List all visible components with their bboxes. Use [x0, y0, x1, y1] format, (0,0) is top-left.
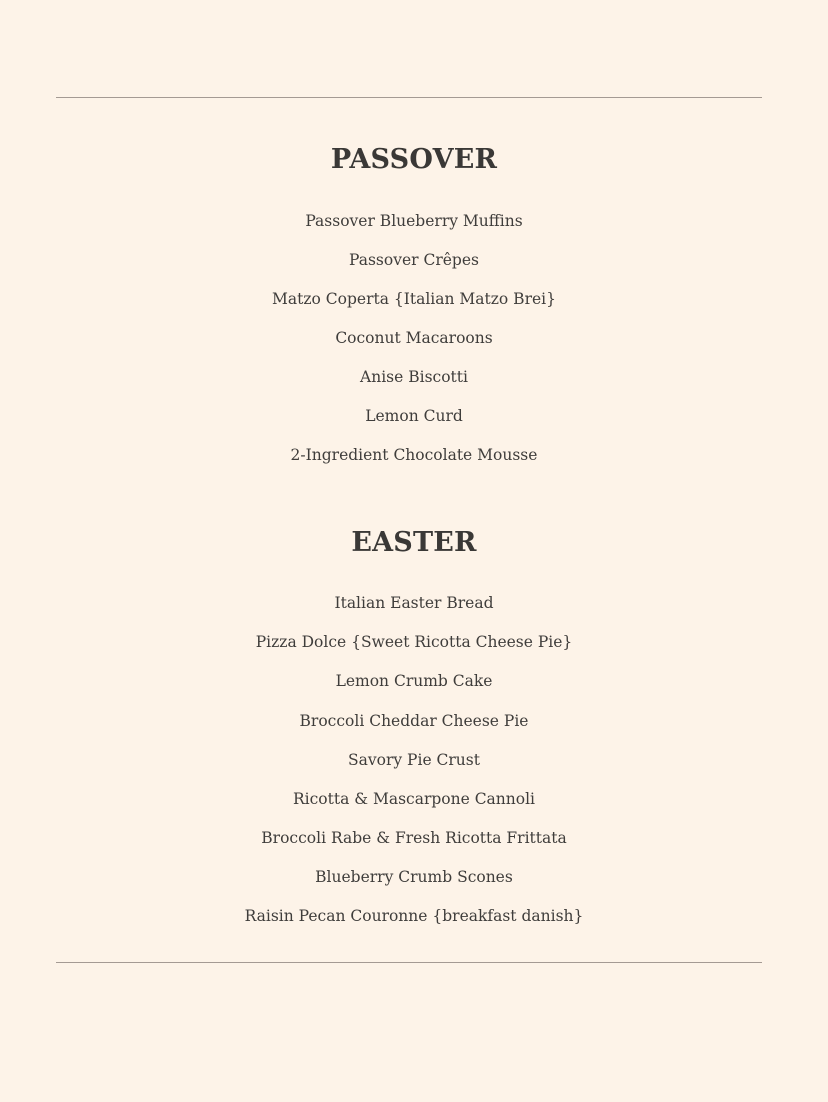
- recipe-link[interactable]: Passover Blueberry Muffins: [305, 212, 523, 230]
- section-title-easter: EASTER: [351, 527, 477, 558]
- recipe-link[interactable]: Passover Crêpes: [349, 251, 479, 269]
- top-divider: [56, 97, 762, 98]
- recipe-link[interactable]: Broccoli Cheddar Cheese Pie: [299, 712, 529, 730]
- recipe-link[interactable]: Anise Biscotti: [360, 368, 468, 386]
- recipe-link[interactable]: Broccoli Rabe & Fresh Ricotta Frittata: [261, 829, 567, 847]
- bottom-divider: [56, 962, 762, 963]
- recipe-link[interactable]: Pizza Dolce {Sweet Ricotta Cheese Pie}: [255, 633, 573, 651]
- recipe-link[interactable]: Savory Pie Crust: [348, 751, 480, 769]
- recipe-link[interactable]: Lemon Curd: [365, 407, 463, 425]
- recipe-link[interactable]: Italian Easter Bread: [334, 594, 494, 612]
- section-title-passover: PASSOVER: [330, 144, 498, 175]
- recipe-link[interactable]: Blueberry Crumb Scones: [315, 868, 513, 886]
- recipe-link[interactable]: Raisin Pecan Couronne {breakfast danish}: [244, 907, 584, 925]
- recipe-link[interactable]: Lemon Crumb Cake: [335, 672, 493, 690]
- recipe-link[interactable]: Matzo Coperta {Italian Matzo Brei}: [272, 290, 556, 308]
- recipe-link[interactable]: 2-Ingredient Chocolate Mousse: [290, 446, 538, 464]
- recipe-link[interactable]: Ricotta & Mascarpone Cannoli: [292, 790, 536, 808]
- recipe-link[interactable]: Coconut Macaroons: [335, 329, 493, 347]
